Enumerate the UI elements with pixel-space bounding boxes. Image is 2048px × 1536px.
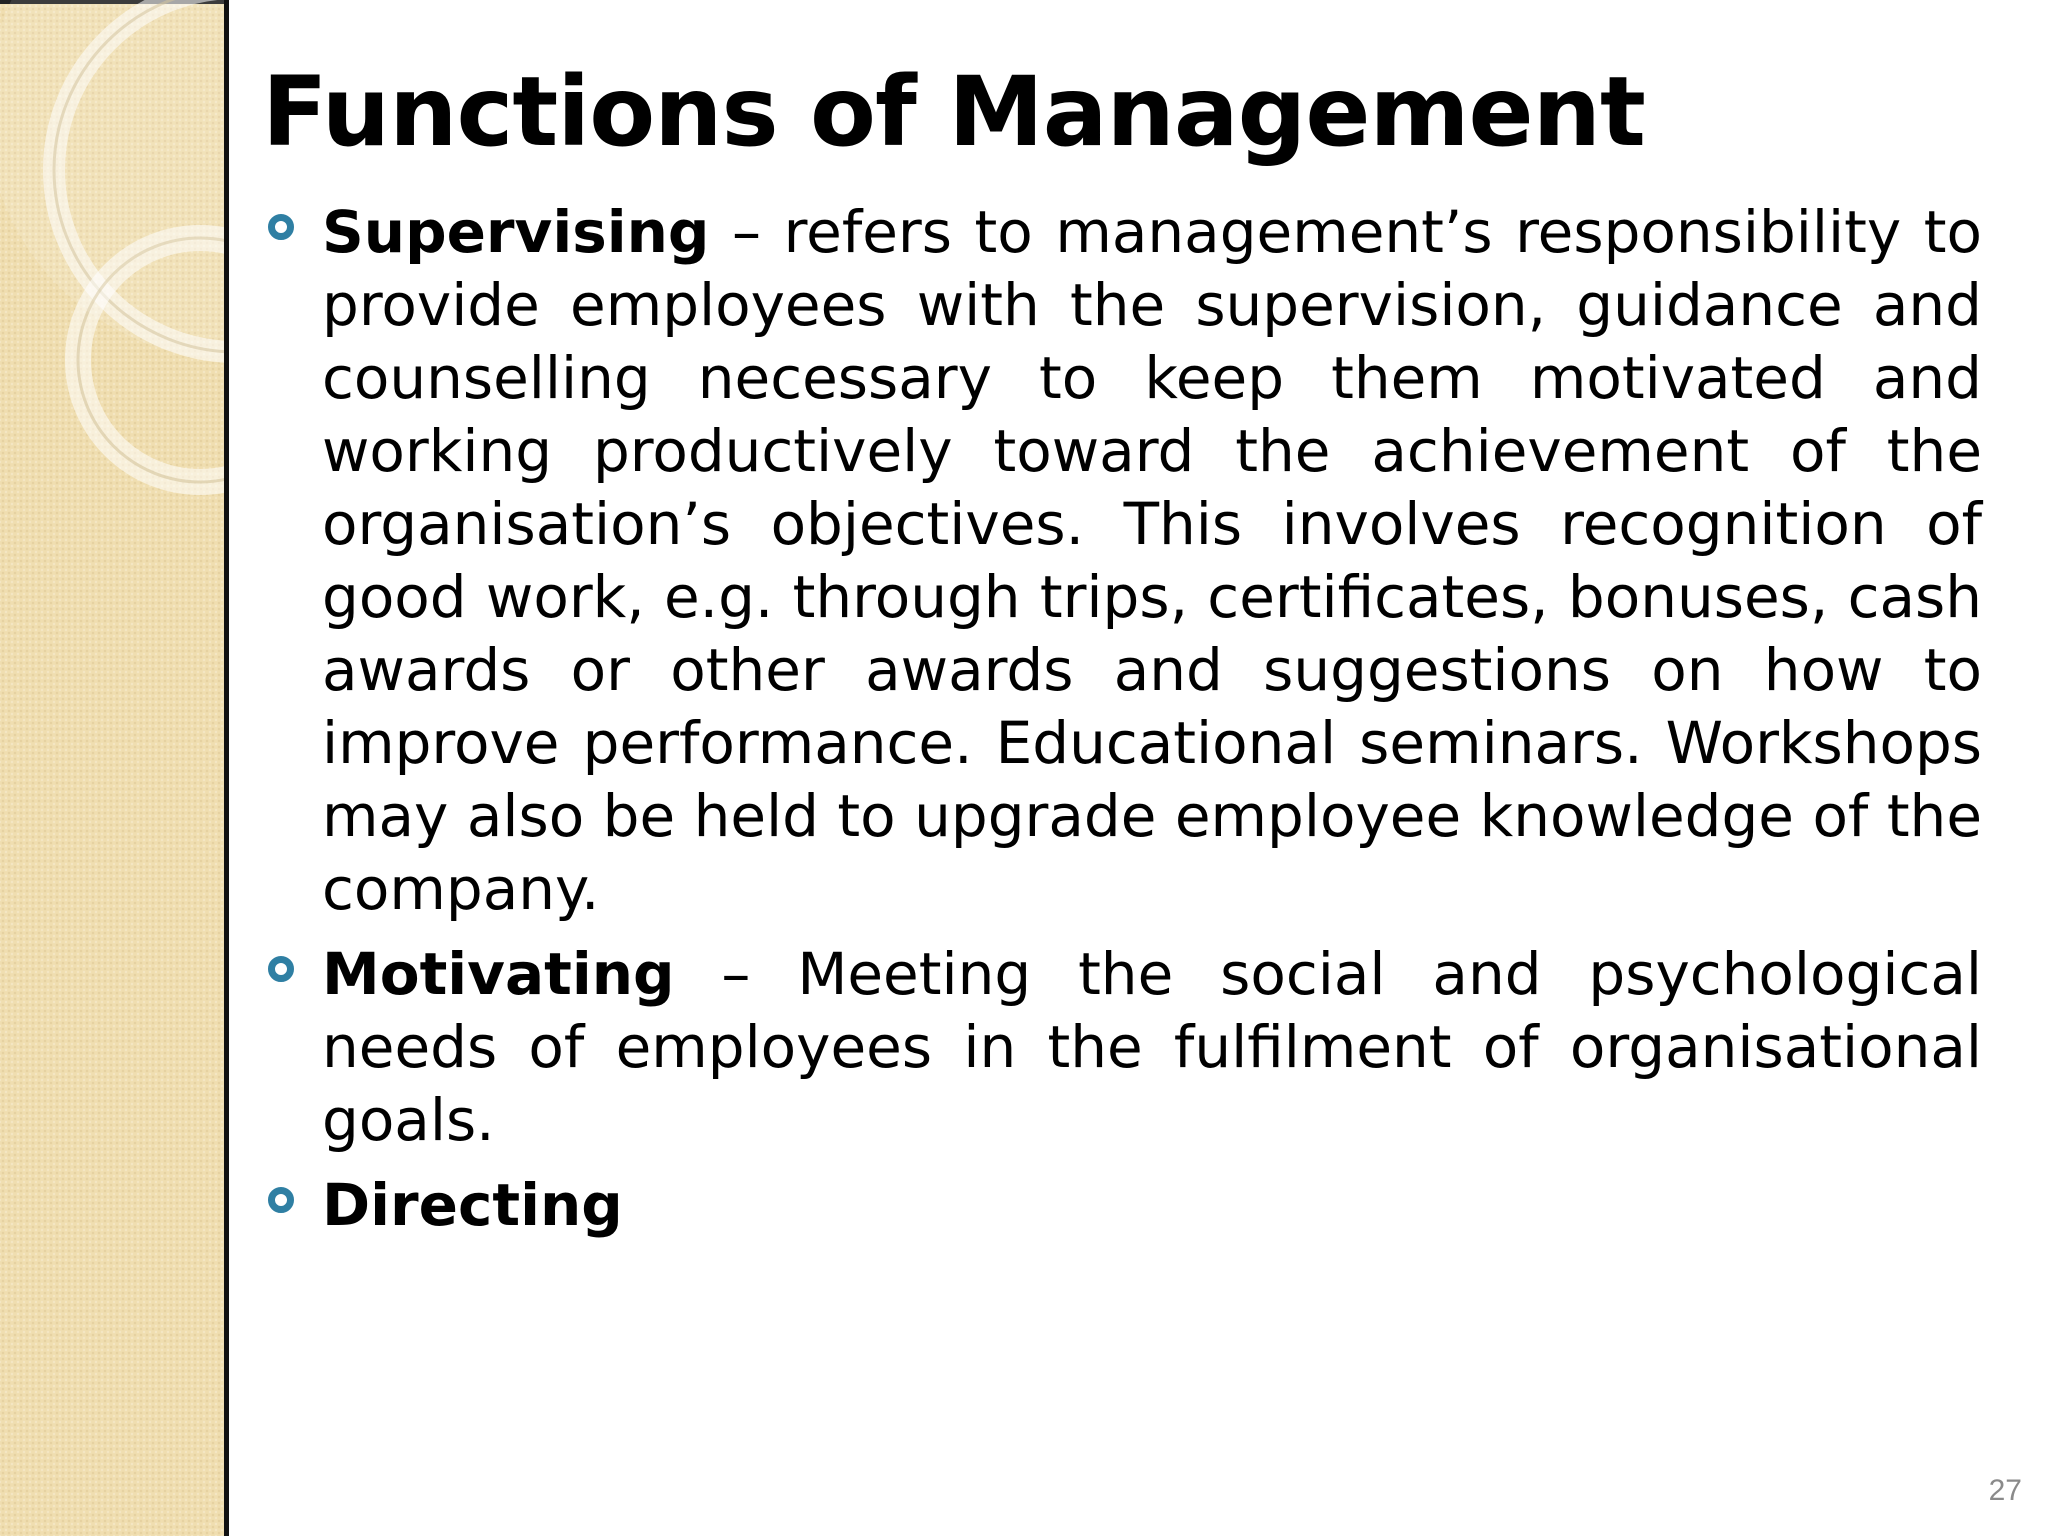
- bullet-item-motivating: [262, 938, 1982, 1157]
- bullet-term: Directing: [322, 1171, 623, 1239]
- page-number: 27: [1988, 1474, 2022, 1507]
- bullet-text: – refers to management’s responsibility to provide employees with the supervision, guidance and counselling necessary to keep them motivated and working productively toward the achievement of the organisation’s objectives. This involves recognition of good work, e.g. through trips, certificates, bonuses, cash awards or other awards and suggestions on how to improve performance. Educational seminars. Workshops may also be held to upgrade employee knowledge of the company.: [322, 198, 1982, 923]
- bullet-text: – Meeting the social and psychological needs of employees in the fulfilment of organisational goals.: [322, 940, 1982, 1154]
- band-divider-line: [224, 0, 229, 1536]
- slide-title: Functions of Management: [262, 56, 1645, 168]
- decorative-circles: [0, 0, 228, 520]
- circle-bullet-icon: [268, 214, 294, 240]
- bullet-item-supervising: [262, 196, 1982, 926]
- circle-bullet-icon: [268, 956, 294, 982]
- bullet-item-directing: [262, 1169, 1982, 1242]
- circle-bullet-icon: [268, 1187, 294, 1213]
- bullet-term: Motivating: [322, 940, 675, 1008]
- bullet-term: Supervising: [322, 198, 710, 266]
- bullet-list: [262, 196, 1982, 1254]
